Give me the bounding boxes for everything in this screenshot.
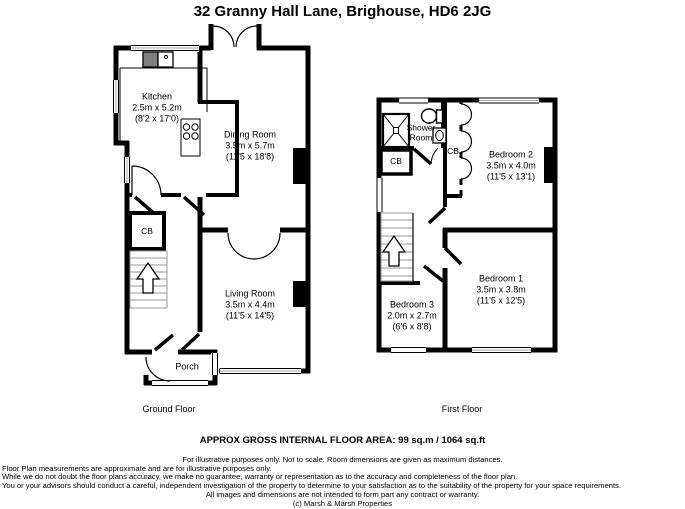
disclaimer-line: Floor Plan measurements are approximate and are for illustrative purposes only.: [2, 463, 272, 473]
disclaimer-line: You or your advisors should conduct a careful, independent investigation of the property to determine to your satisfaction as to the suitability of the property for your space requirements.: [2, 481, 621, 491]
ground-doors: [132, 26, 280, 381]
kitchen-sink-drainer: [158, 52, 173, 67]
first-cupboard-label: CB: [390, 155, 402, 166]
kitchen-window: [131, 44, 199, 52]
shower-tray: [383, 114, 409, 147]
closet-cupboard-label: CB: [447, 145, 459, 156]
first-stairs: [381, 213, 413, 281]
disclaimer-line: All images and dimensions are not intended to form part any contract or warranty.: [205, 489, 480, 499]
bedroom3-door-leaf: [424, 266, 443, 281]
dining-room-label: Dining Room 3.5m x 5.7m (11'5 x 18'8): [223, 129, 277, 162]
toilet: [422, 109, 443, 123]
shower-room-label: Shower Room: [406, 122, 436, 143]
disclaimer-block: [0, 456, 685, 508]
hall-side-window: [123, 157, 131, 183]
bedroom2-chimney-breast: [544, 147, 556, 183]
bedroom2-door-leaf: [429, 208, 445, 223]
living-room-window: [220, 367, 301, 375]
kitchen-label: Kitchen 2.5m x 5.2m (8'2 x 17'0): [132, 91, 182, 124]
kitchen-door-arc: [132, 166, 161, 195]
dining-french-doors: [213, 26, 257, 47]
disclaimer-line: For illustrative purposes only. Not to scale. Room dimensions are given as maximum distances.: [182, 455, 503, 464]
bedroom1-window: [472, 347, 531, 354]
landing-window: [376, 178, 383, 212]
bedroom3-window: [391, 347, 426, 354]
first-doors: [414, 145, 461, 281]
bedroom1-door-leaf: [445, 248, 461, 264]
kitchen-sink-bowl: [143, 52, 158, 67]
page-title: 32 Granny Hall Lane, Brighouse, HD6 2JG: [193, 3, 492, 20]
shower-room-door-arc: [431, 148, 438, 164]
bedroom2-label: Bedroom 2 3.5m x 4.0m (11'5 x 13'1): [486, 149, 536, 182]
porch-side-window: [211, 353, 219, 375]
porch-front-window: [152, 379, 208, 387]
shower-room-door-leaf: [414, 149, 431, 164]
ground-cupboard-label: CB: [141, 225, 153, 236]
bedroom1-label: Bedroom 1 3.5m x 3.8m (11'5 x 12'5): [476, 273, 526, 306]
first-floor-caption: First Floor: [441, 404, 483, 414]
living-room-label: Living Room 3.5m x 4.4m (11'5 x 14'5): [224, 288, 276, 321]
bedroom2-window: [479, 97, 539, 104]
living-double-doors: [228, 233, 280, 259]
ground-floor-caption: Ground Floor: [142, 404, 196, 414]
front-door-leaf: [155, 335, 173, 350]
shower-room-window: [399, 97, 428, 104]
living-chimney-breast: [293, 281, 308, 307]
bedroom3-label: Bedroom 3 2.0m x 2.7m (6'6 x 8'8): [387, 299, 437, 332]
disclaimer-line: While we do not doubt the floor plans accuracy, we make no guarantee, warranty or representation as to the accuracy and completeness of the floor plan.: [2, 472, 518, 482]
closet-bifold-doors: [461, 100, 472, 196]
porch-label: Porch: [175, 361, 199, 372]
gross-area-note: APPROX GROSS INTERNAL FLOOR AREA: 99 sq.m / 1064 sq.ft: [199, 435, 486, 446]
dining-chimney-breast: [293, 148, 308, 184]
porch-door-arc: [146, 357, 170, 381]
kitchen-stove: [181, 119, 200, 156]
kitchen-side-window: [112, 80, 120, 113]
ground-floor-plan: [112, 24, 310, 387]
living-door-leaf: [182, 334, 199, 350]
ground-stairs: [130, 251, 167, 308]
disclaimer-line: (c) Marsh & Marsh Properties: [292, 498, 393, 508]
